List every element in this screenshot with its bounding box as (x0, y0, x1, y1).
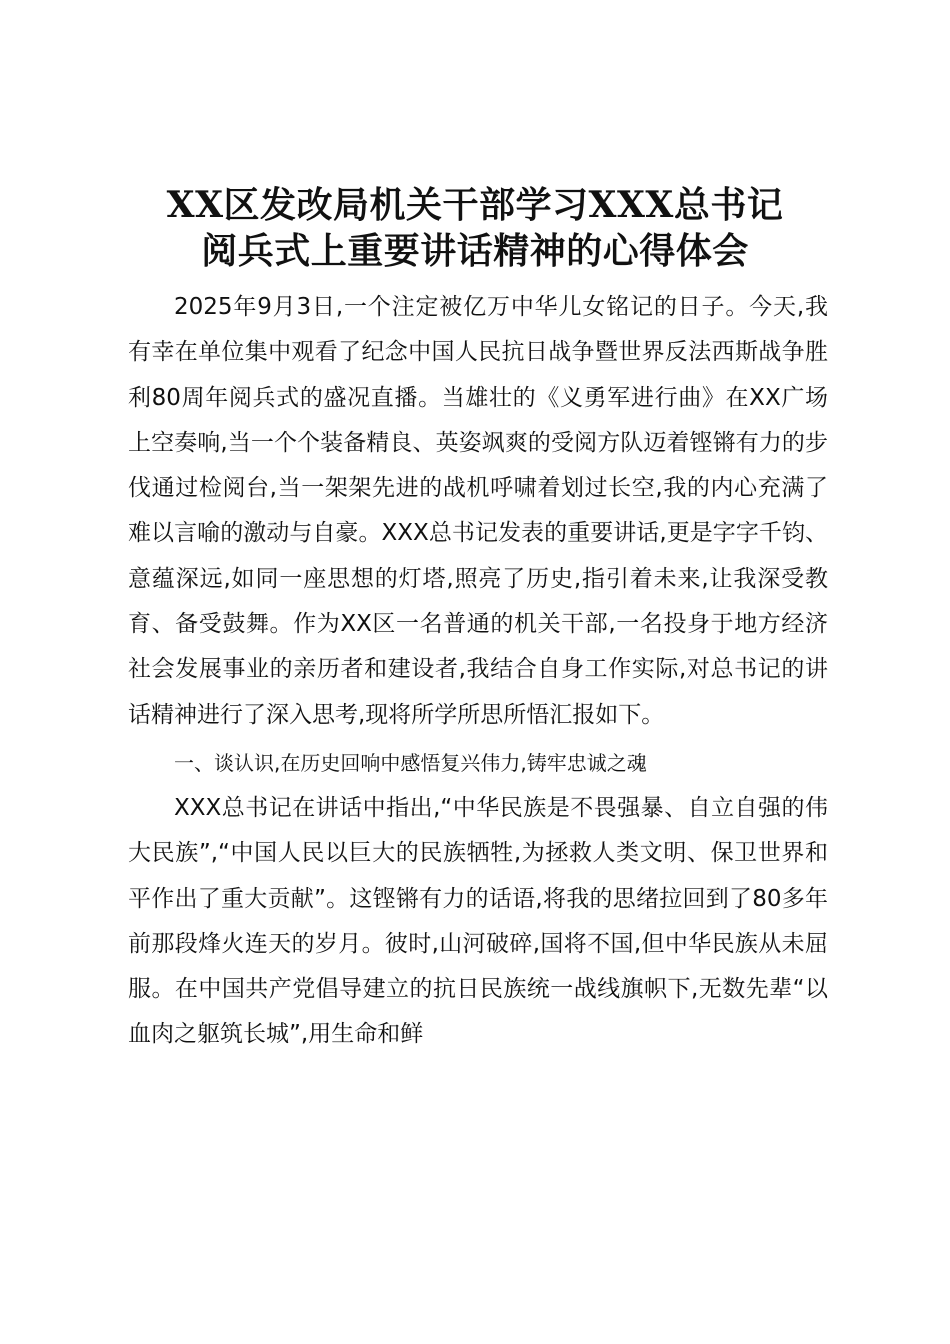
document-title (100, 182, 850, 274)
body-paragraph: XXX总书记在讲话中指出,“中华民族是不畏强暴、自立自强的伟大民族”,“中国人民以巨大的民族牺牲,为拯救人类文明、保卫世界和平作出了重大贡献”。这铿锵有力的话语,将我的思绪拉回到了80多年前那段烽火连天的岁月。彼时,山河破碎,国将不国,但中华民族从未屈服。在中国共产党倡导建立的抗日民族统一战线旗帜下,无数先辈“以血肉之躯筑长城”,用生命和鲜 (128, 794, 828, 1048)
document-body (128, 285, 828, 1058)
title-line-1: XX区发改局机关干部学习XXX总书记 (166, 184, 784, 226)
section-heading: 一、谈认识,在历史回响中感悟复兴伟力,铸牢忠诚之魂 (174, 750, 647, 775)
intro-paragraph: 2025年9月3日,一个注定被亿万中华儿女铭记的日子。今天,我有幸在单位集中观看了纪念中国人民抗日战争暨世界反法西斯战争胜利80周年阅兵式的盛况直播。当雄壮的《义勇军进行曲》在XX广场上空奏响,当一个个装备精良、英姿飒爽的受阅方队迈着铿锵有力的步伐通过检阅台,当一架架先进的战机呼啸着划过长空,我的内心充满了难以言喻的激动与自豪。XXX总书记发表的重要讲话,更是字字千钧、意蕴深远,如同一座思想的灯塔,照亮了历史,指引着未来,让我深受教育、备受鼓舞。作为XX区一名普通的机关干部,一名投身于地方经济社会发展事业的亲历者和建设者,我结合自身工作实际,对总书记的讲话精神进行了深入思考,现将所学所思所悟汇报如下。 (128, 294, 828, 728)
title-line-2: 阅兵式上重要讲话精神的心得体会 (201, 230, 749, 272)
